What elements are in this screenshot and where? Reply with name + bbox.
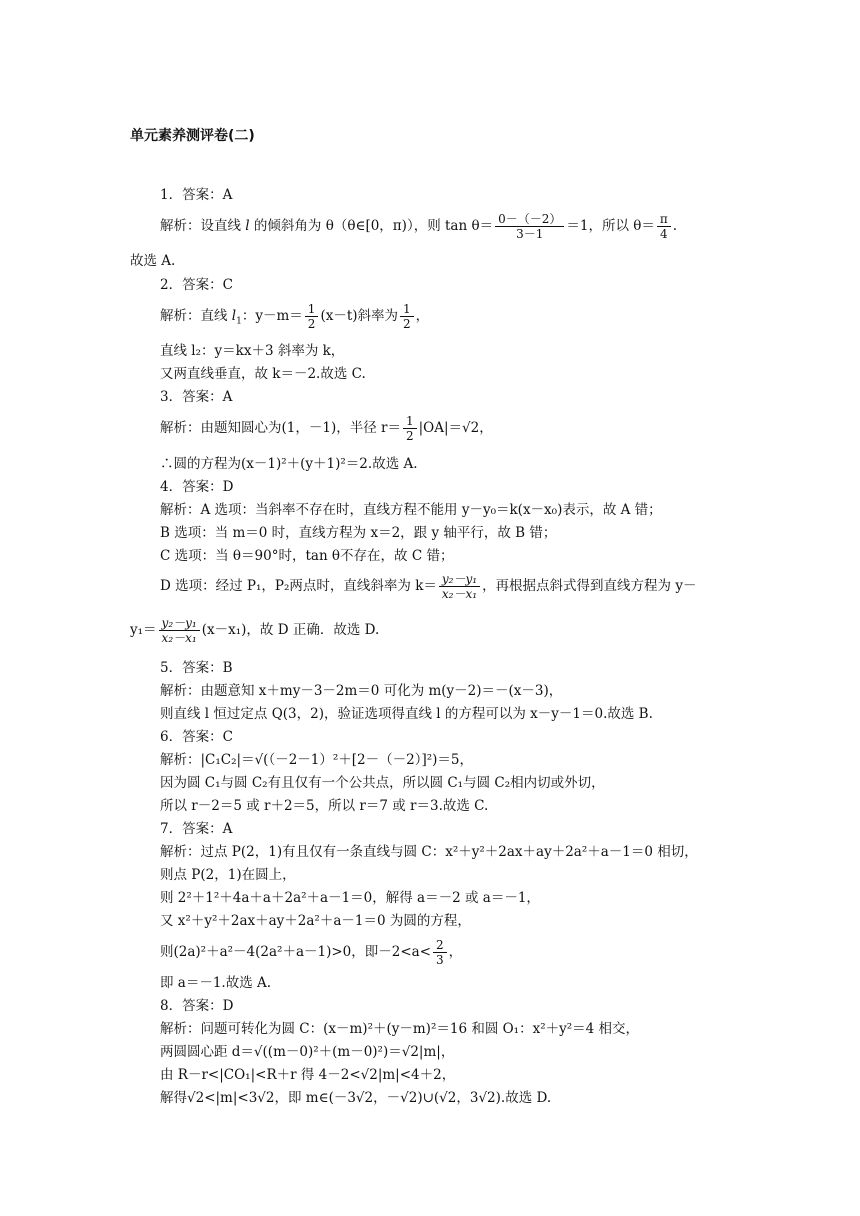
answer-8: 8．答案：D <box>160 998 234 1014</box>
analysis-6-b: 因为圆 C₁与圆 C₂有且仅有一个公共点，所以圆 C₁与圆 C₂相内切或外切， <box>160 775 605 791</box>
analysis-2-line2: 直线 l₂：y＝kx＋3 斜率为 k， <box>160 343 345 359</box>
analysis-4-a: 解析：A 选项：当斜率不存在时，直线方程不能用 y－y₀＝k(x－x₀)表示，故 A 错； <box>160 502 662 518</box>
analysis-2: 解析：直线 $l_1$：y－m＝ $\frac{1}{2}$ (x－t)斜率为 $\frac{1}{2}$ ， <box>160 302 430 331</box>
analysis-8-a: 解析：问题可转化为圆 C：(x－m)²＋(y－m)²＝16 和圆 O₁：x²＋y²＝4 相交， <box>160 1021 640 1037</box>
answer-4: 4．答案：D <box>160 479 234 495</box>
answer-1: 1．答案：A <box>160 187 233 203</box>
fraction: $\frac{1}{2}$ <box>305 302 319 331</box>
analysis-5-b: 则直线 l 恒过定点 Q(3，2)，验证选项得直线 l 的方程可以为 x－y－1＝0.故选 B. <box>160 706 653 722</box>
fraction: $\frac{1}{2}$ <box>400 302 414 331</box>
analysis-7-c: 则 2²＋1²＋4a＋a＋2a²＋a－1＝0，解得 a＝－2 或 a＝－1， <box>160 890 540 906</box>
answer-5: 5．答案：B <box>160 660 233 676</box>
fraction: $\frac{1}{2}$ <box>403 414 417 443</box>
analysis-5-a: 解析：由题意知 x＋my－3－2m＝0 可化为 m(y－2)＝－(x－3)， <box>160 683 563 699</box>
analysis-7-d: 又 x²＋y²＋2ax＋ay＋2a²＋a－1＝0 为圆的方程， <box>160 913 471 929</box>
analysis-6-c: 所以 r－2＝5 或 r＋2＝5，所以 r＝7 或 r＝3.故选 C. <box>160 798 489 814</box>
analysis-1: 解析：设直线 l 的倾斜角为 θ（θ∈[0，π)），则 tan θ＝ $\frac{0-(-2)}{3-1}$ ＝1，所以 θ＝ $\frac{\pi}{4}$ . <box>160 212 678 241</box>
analysis-6-a: 解析：|C₁C₂|＝√(（－2－1）²＋[2－（－2）]²)＝5， <box>160 752 474 768</box>
analysis-4-c: C 选项：当 θ＝90°时，tan θ不存在，故 C 错； <box>160 548 454 564</box>
analysis-7-e: 则(2a)²＋a²－4(2a²＋a－1)>0，即－2<a< $\frac{2}{3}$ ， <box>160 938 463 967</box>
analysis-8-d: 解得√2<|m|<3√2，即 m∈(－3√2，－√2)∪(√2，3√2).故选 D. <box>160 1090 552 1106</box>
fraction: $\frac{2}{3}$ <box>433 938 447 967</box>
analysis-7-f: 即 a＝－1.故选 A. <box>160 975 272 991</box>
answer-6: 6．答案：C <box>160 729 233 745</box>
fraction: $\frac{0-(-2)}{3-1}$ <box>495 212 564 241</box>
analysis-4-b: B 选项：当 m＝0 时，直线方程为 x＝2，跟 y 轴平行，故 B 错； <box>160 525 557 541</box>
fraction: $\frac{\text{y₂－y₁}}{\text{x₂－x₁}}$ <box>439 572 480 601</box>
analysis-7-b: 则点 P(2，1)在圆上， <box>160 867 296 883</box>
analysis-8-c: 由 R－r<|CO₁|<R＋r 得 4－2<√2|m|<4＋2， <box>160 1067 456 1083</box>
analysis-4-e: y₁＝ $\frac{\text{y₂－y₁}}{\text{x₂－x₁}}$ (x－x₁)，故 D 正确．故选 D. <box>130 616 380 645</box>
analysis-4-d: D 选项：经过 P₁，P₂两点时，直线斜率为 k＝ $\frac{\text{y₂－y₁}}{\text{x₂－x₁}}$ ，再根据点斜式得到直线方程为 y－ <box>160 572 697 601</box>
analysis-2-line3: 又两直线垂直，故 k＝－2.故选 C. <box>160 366 366 382</box>
answer-2: 2．答案：C <box>160 277 233 293</box>
fraction: $\frac{\text{y₂－y₁}}{\text{x₂－x₁}}$ <box>159 616 200 645</box>
fraction: $\frac{\pi}{4}$ <box>657 212 671 241</box>
answer-7: 7．答案：A <box>160 821 233 837</box>
analysis-1-cont: 故选 A. <box>130 253 176 269</box>
page-title: 单元素养测评卷(二) <box>130 128 255 144</box>
analysis-3: 解析：由题知圆心为(1，－1)，半径 r＝ $\frac{1}{2}$ |OA|＝√2， <box>160 414 493 443</box>
answer-3: 3．答案：A <box>160 389 233 405</box>
analysis-7-a: 解析：过点 P(2，1)有且仅有一条直线与圆 C：x²＋y²＋2ax＋ay＋2a²＋a－1＝0 相切， <box>160 844 698 860</box>
analysis-3-line2: ∴圆的方程为(x－1)²＋(y＋1)²＝2.故选 A. <box>160 456 418 472</box>
analysis-8-b: 两圆圆心距 d＝√((m－0)²＋(m－0)²)＝√2|m|， <box>160 1044 455 1060</box>
